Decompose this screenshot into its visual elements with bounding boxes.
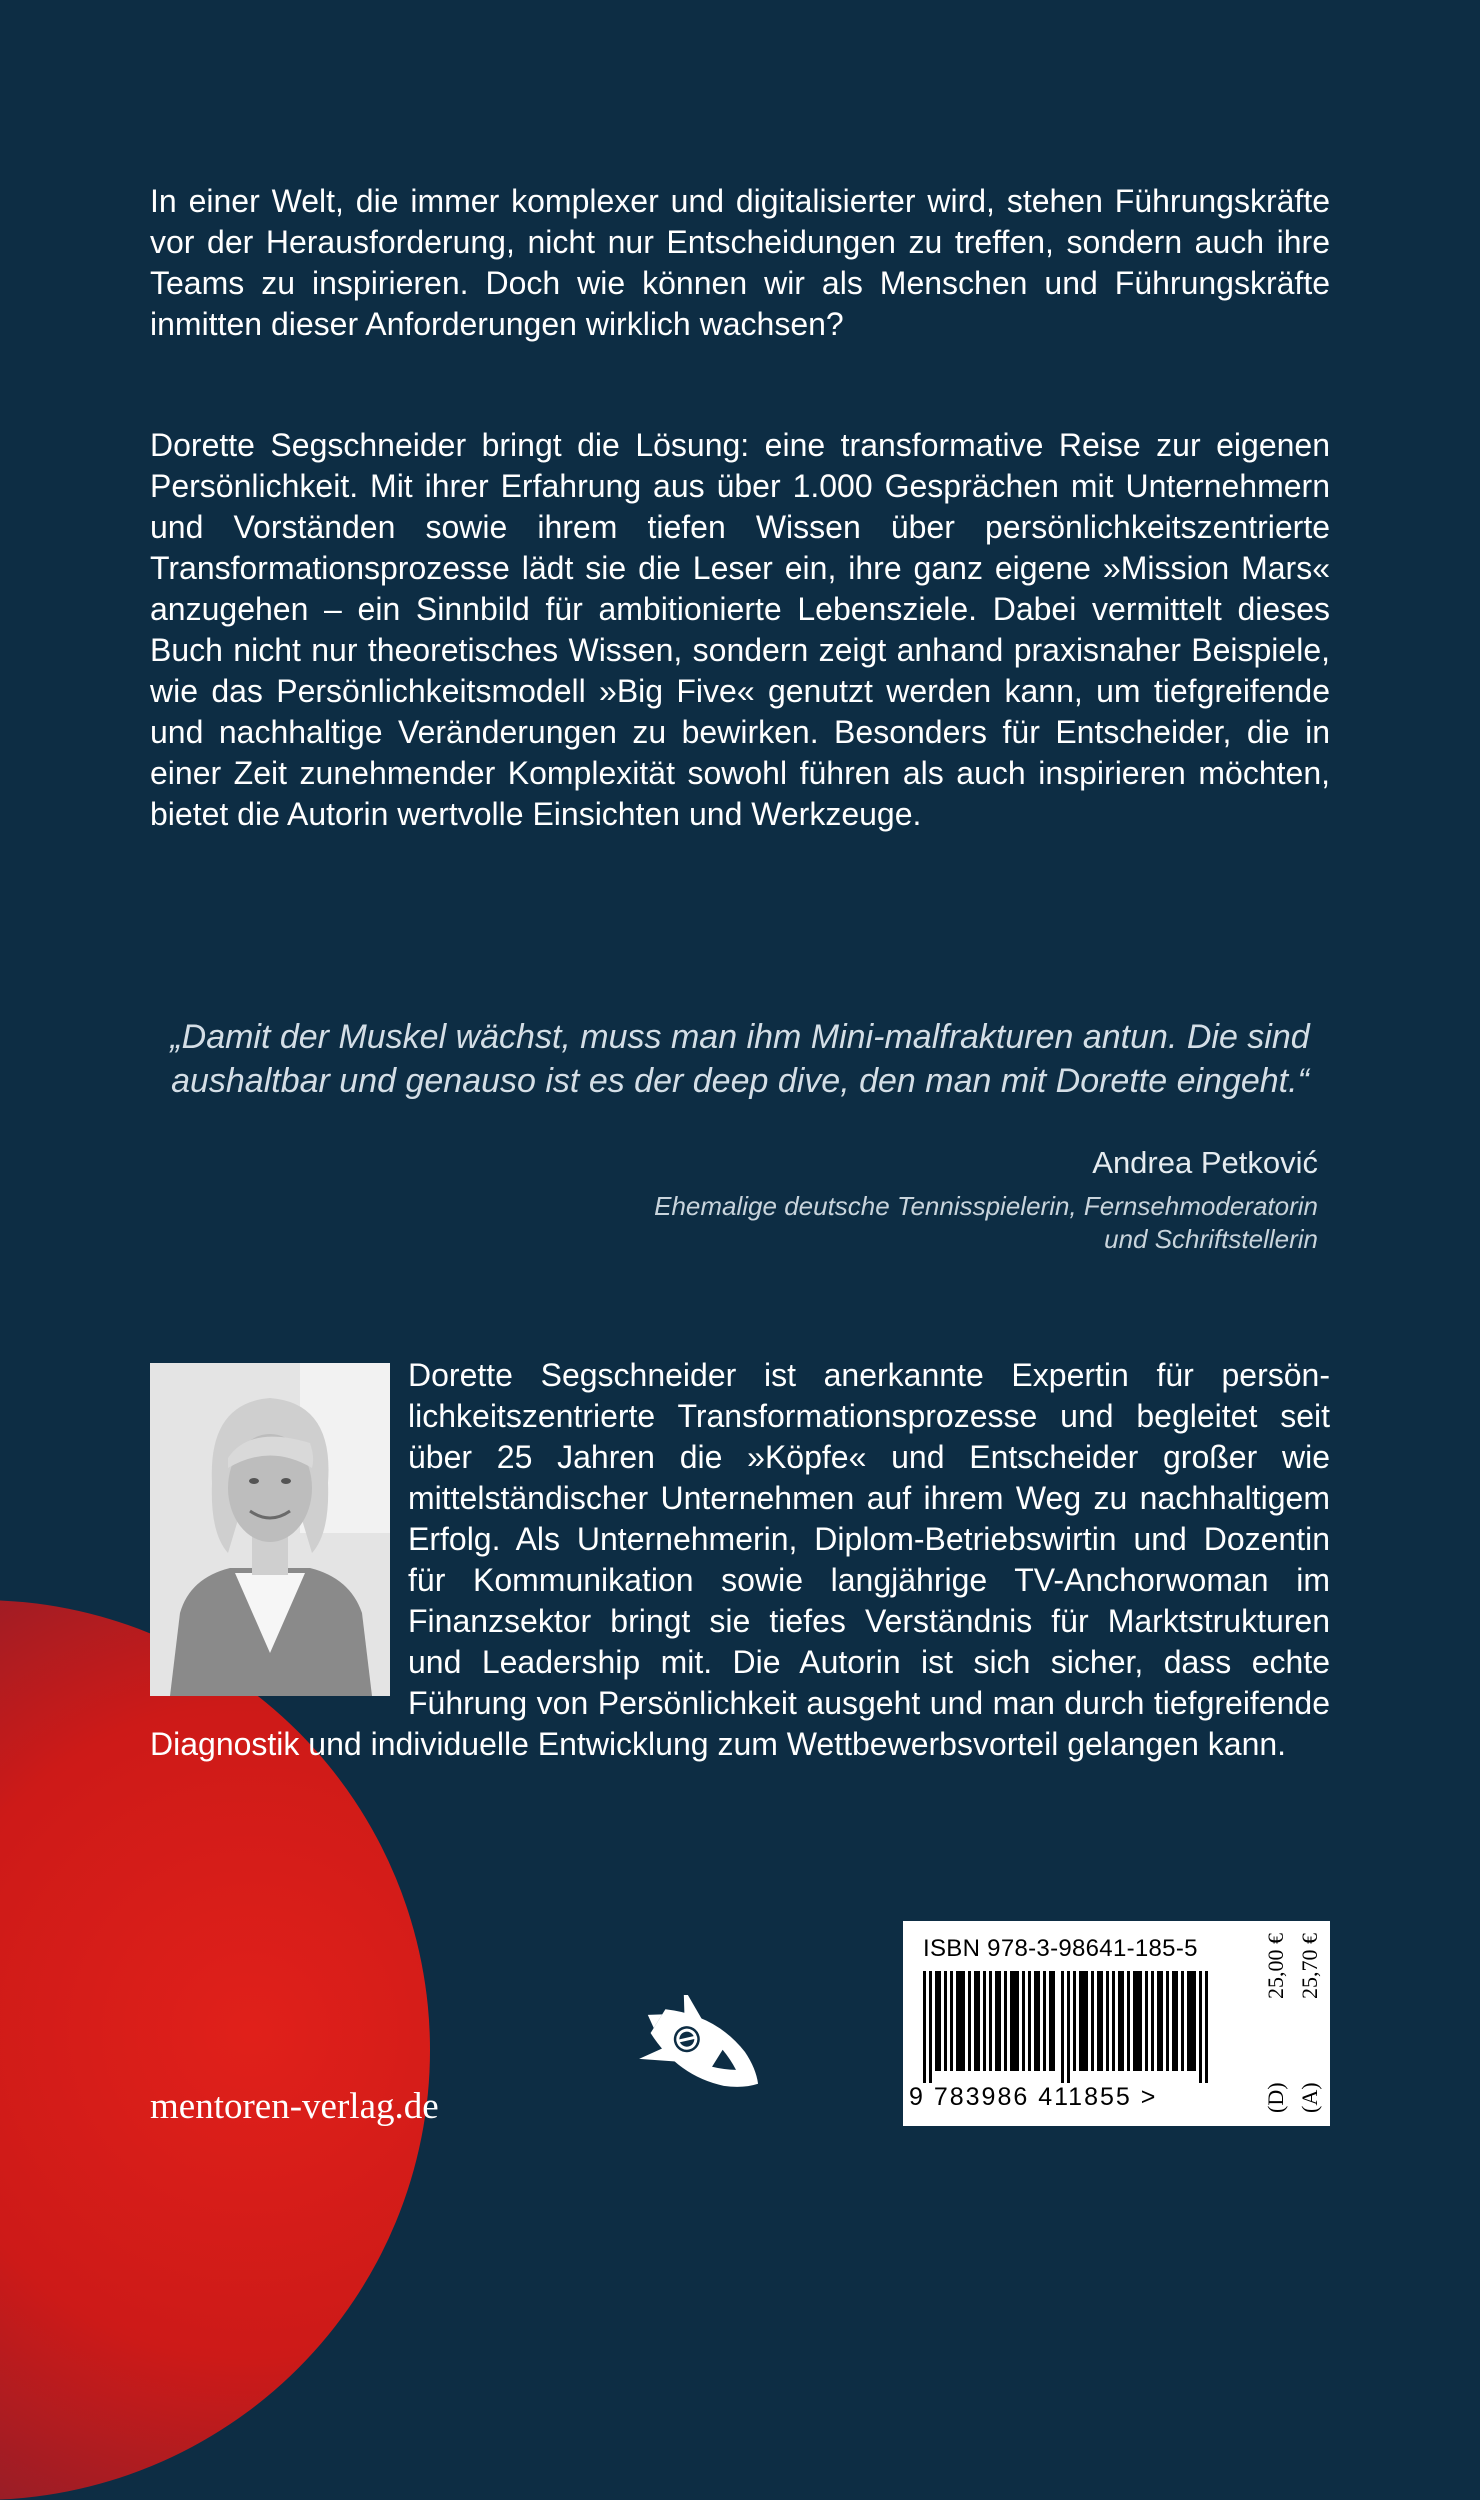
price-austria: [1297, 1933, 1323, 2113]
author-bio: [150, 1355, 1330, 1765]
description-paragraph-1: In einer Welt, die immer komplexer und digitalisierter wird, stehen Führungskräfte vor der Herausforderung, nicht nur Entscheidungen zu treffen, sondern auch ihre Teams zu inspirieren. Doch wie können wir als Menschen und Führungskräfte inmitten dieser Anforderungen wirklich wachsen?: [150, 183, 1330, 342]
price-germany-value: 25,00 €: [1263, 1933, 1288, 1999]
rocket-logo-icon: [636, 1995, 776, 2110]
description-paragraph-2: Dorette Segschneider bringt die Lösung: eine transformative Reise zur eigenen Persönlichkeit. Mit ihrer Erfahrung aus über 1.000 Gesprächen mit Unternehmern und Vorständen sowie ihrem tiefen Wissen über persönlichkeitszentrierte Transformationsprozesse lädt sie die Leser ein, ihre ganz eigene »Mission Mars« anzugehen – ein Sinnbild für ambitionierte Lebensziele. Dabei vermittelt dieses Buch nicht nur theoretisches Wissen, sondern zeigt anhand praxisnaher Beispiele, wie das Persönlichkeitsmodell »Big Five« genutzt werden kann, um tiefgreifende und nachhaltige Veränderungen zu bewirken. Besonders für Entscheider, die in einer Zeit zunehmender Komplexität sowohl führen als auch inspirieren möchten, bietet die Autorin wertvolle Einsichten und Werkzeuge.: [150, 427, 1330, 832]
price-austria-value: 25,70 €: [1297, 1933, 1322, 1999]
testimonial-quote: „Damit der Muskel wächst, muss man ihm Mini-malfrakturen antun. Die sind aushaltbar und genauso ist es der deep dive, den man mit Dorette eingeht.“: [170, 1018, 1310, 1100]
photo-spacer: [150, 1355, 408, 1705]
ean-digits: 9 783986 411855 >: [909, 2083, 1158, 2111]
price-austria-label: (A): [1297, 2082, 1322, 2113]
isbn-barcode: [903, 1921, 1330, 2126]
isbn-number: ISBN 978-3-98641-185-5: [923, 1935, 1198, 1962]
testimonial-author: Andrea Petković: [1092, 1145, 1318, 1180]
barcode-bars: [923, 1971, 1223, 2083]
testimonial-author-role: Ehemalige deutsche Tennisspielerin, Fernsehmoderatorin und Schriftstellerin: [654, 1191, 1318, 1254]
publisher-website: mentoren-verlag.de: [150, 2086, 439, 2127]
author-bio-text: Dorette Segschneider ist anerkannte Expertin für persönlichkeitszentrierte Transformationsprozesse und begleitet seit über 25 Jahren die »Köpfe« und Entscheider großer wie mittelständischer Unternehmen auf ihrem Weg zu nachhaltigem Erfolg. Als Unternehmerin, Diplom-Betriebswirtin und Dozentin für Kommunikation sowie langjährige TV-Anchorwoman im Finanzsektor bringt sie tiefes Verständnis für Marktstrukturen und Leadership mit. Die Autorin ist sich sicher, dass echte Führung von Persönlichkeit ausgeht und man durch tiefgreifende Diagnostik und individuelle Entwicklung zum Wettbewerbsvorteil gelangen kann.: [150, 1357, 1330, 1762]
price-germany: [1263, 1933, 1289, 2113]
price-germany-label: (D): [1263, 2082, 1288, 2113]
